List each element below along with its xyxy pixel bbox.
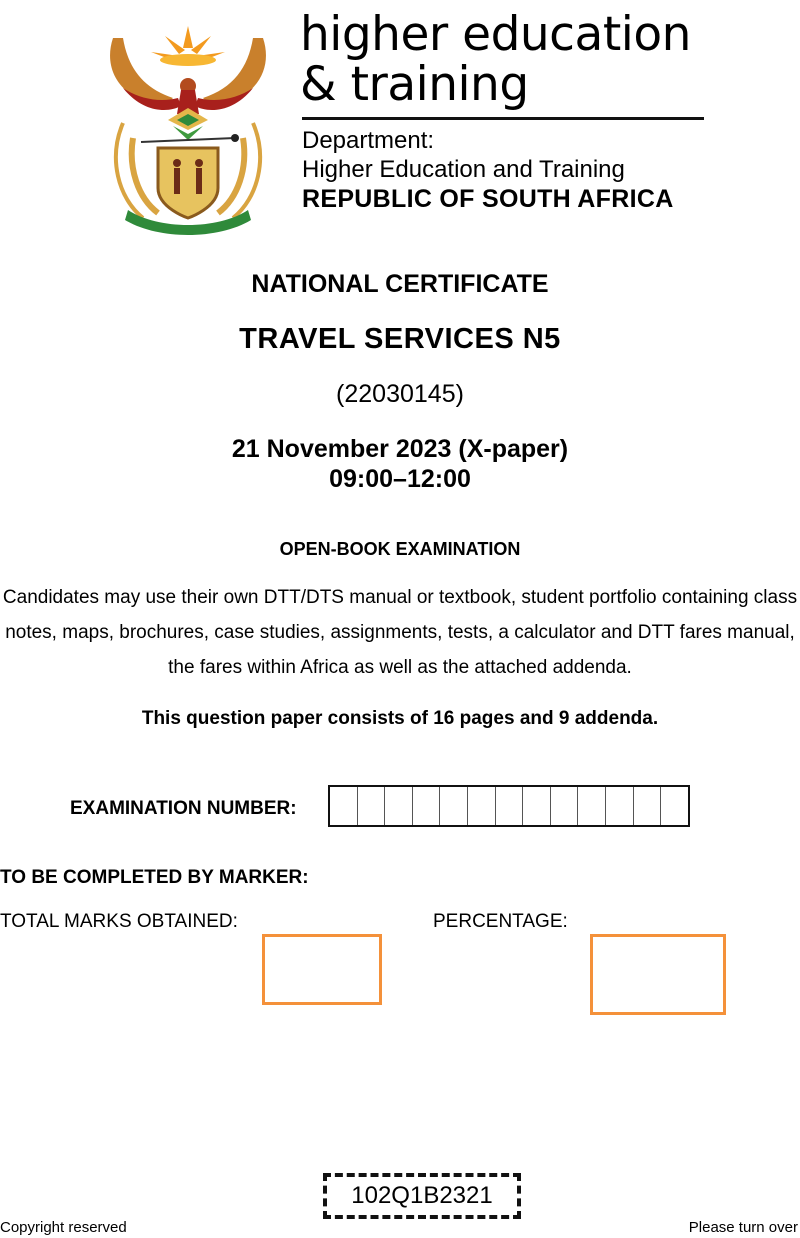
percentage-box[interactable] [590, 934, 726, 1015]
exam-number-cell[interactable] [661, 787, 688, 825]
exam-number-cell[interactable] [634, 787, 662, 825]
department-label: Department: [302, 127, 435, 154]
exam-number-label: EXAMINATION NUMBER: [70, 798, 297, 819]
exam-number-cell[interactable] [330, 787, 358, 825]
exam-number-cell[interactable] [606, 787, 634, 825]
exam-number-cell[interactable] [385, 787, 413, 825]
exam-number-cell[interactable] [496, 787, 524, 825]
exam-number-cell[interactable] [358, 787, 386, 825]
instructions-heading: OPEN-BOOK EXAMINATION [279, 539, 521, 559]
exam-time: 09:00–12:00 [329, 465, 471, 493]
subject-title: TRAVEL SERVICES N5 [239, 323, 561, 355]
paper-id-badge: 102Q1B2321 [323, 1173, 521, 1219]
brand-divider [302, 117, 704, 120]
percentage-label: PERCENTAGE: [433, 911, 568, 932]
coat-of-arms-icon [103, 18, 273, 236]
exam-date: 21 November 2023 (X-paper) [231, 435, 569, 463]
marker-heading: TO BE COMPLETED BY MARKER: [0, 867, 309, 888]
total-marks-box[interactable] [262, 934, 382, 1005]
exam-number-cell[interactable] [551, 787, 579, 825]
exam-number-cell[interactable] [468, 787, 496, 825]
brand-title-line1: higher education [300, 7, 691, 62]
subject-code: (22030145) [336, 380, 464, 408]
department-name: Higher Education and Training [302, 156, 625, 183]
instructions-body: Candidates may use their own DTT/DTS manual or textbook, student portfolio containing class notes, maps, brochures, case studies, assignments, tests, a calculator and DTT fares manual, the fares within Africa as well as the attached addenda. [2, 587, 798, 678]
exam-number-cell[interactable] [413, 787, 441, 825]
exam-number-cell[interactable] [523, 787, 551, 825]
copyright-notice: Copyright reserved [0, 1219, 127, 1236]
country-name: REPUBLIC OF SOUTH AFRICA [302, 185, 674, 213]
brand-title-line2: & training [300, 57, 529, 112]
certificate-title: NATIONAL CERTIFICATE [251, 270, 549, 298]
total-marks-label: TOTAL MARKS OBTAINED: [0, 911, 238, 932]
exam-number-cell[interactable] [440, 787, 468, 825]
exam-number-field[interactable] [328, 785, 690, 827]
turn-over-note: Please turn over [688, 1219, 798, 1236]
exam-number-cell[interactable] [578, 787, 606, 825]
pages-note: This question paper consists of 16 pages and 9 addenda. [141, 708, 659, 729]
